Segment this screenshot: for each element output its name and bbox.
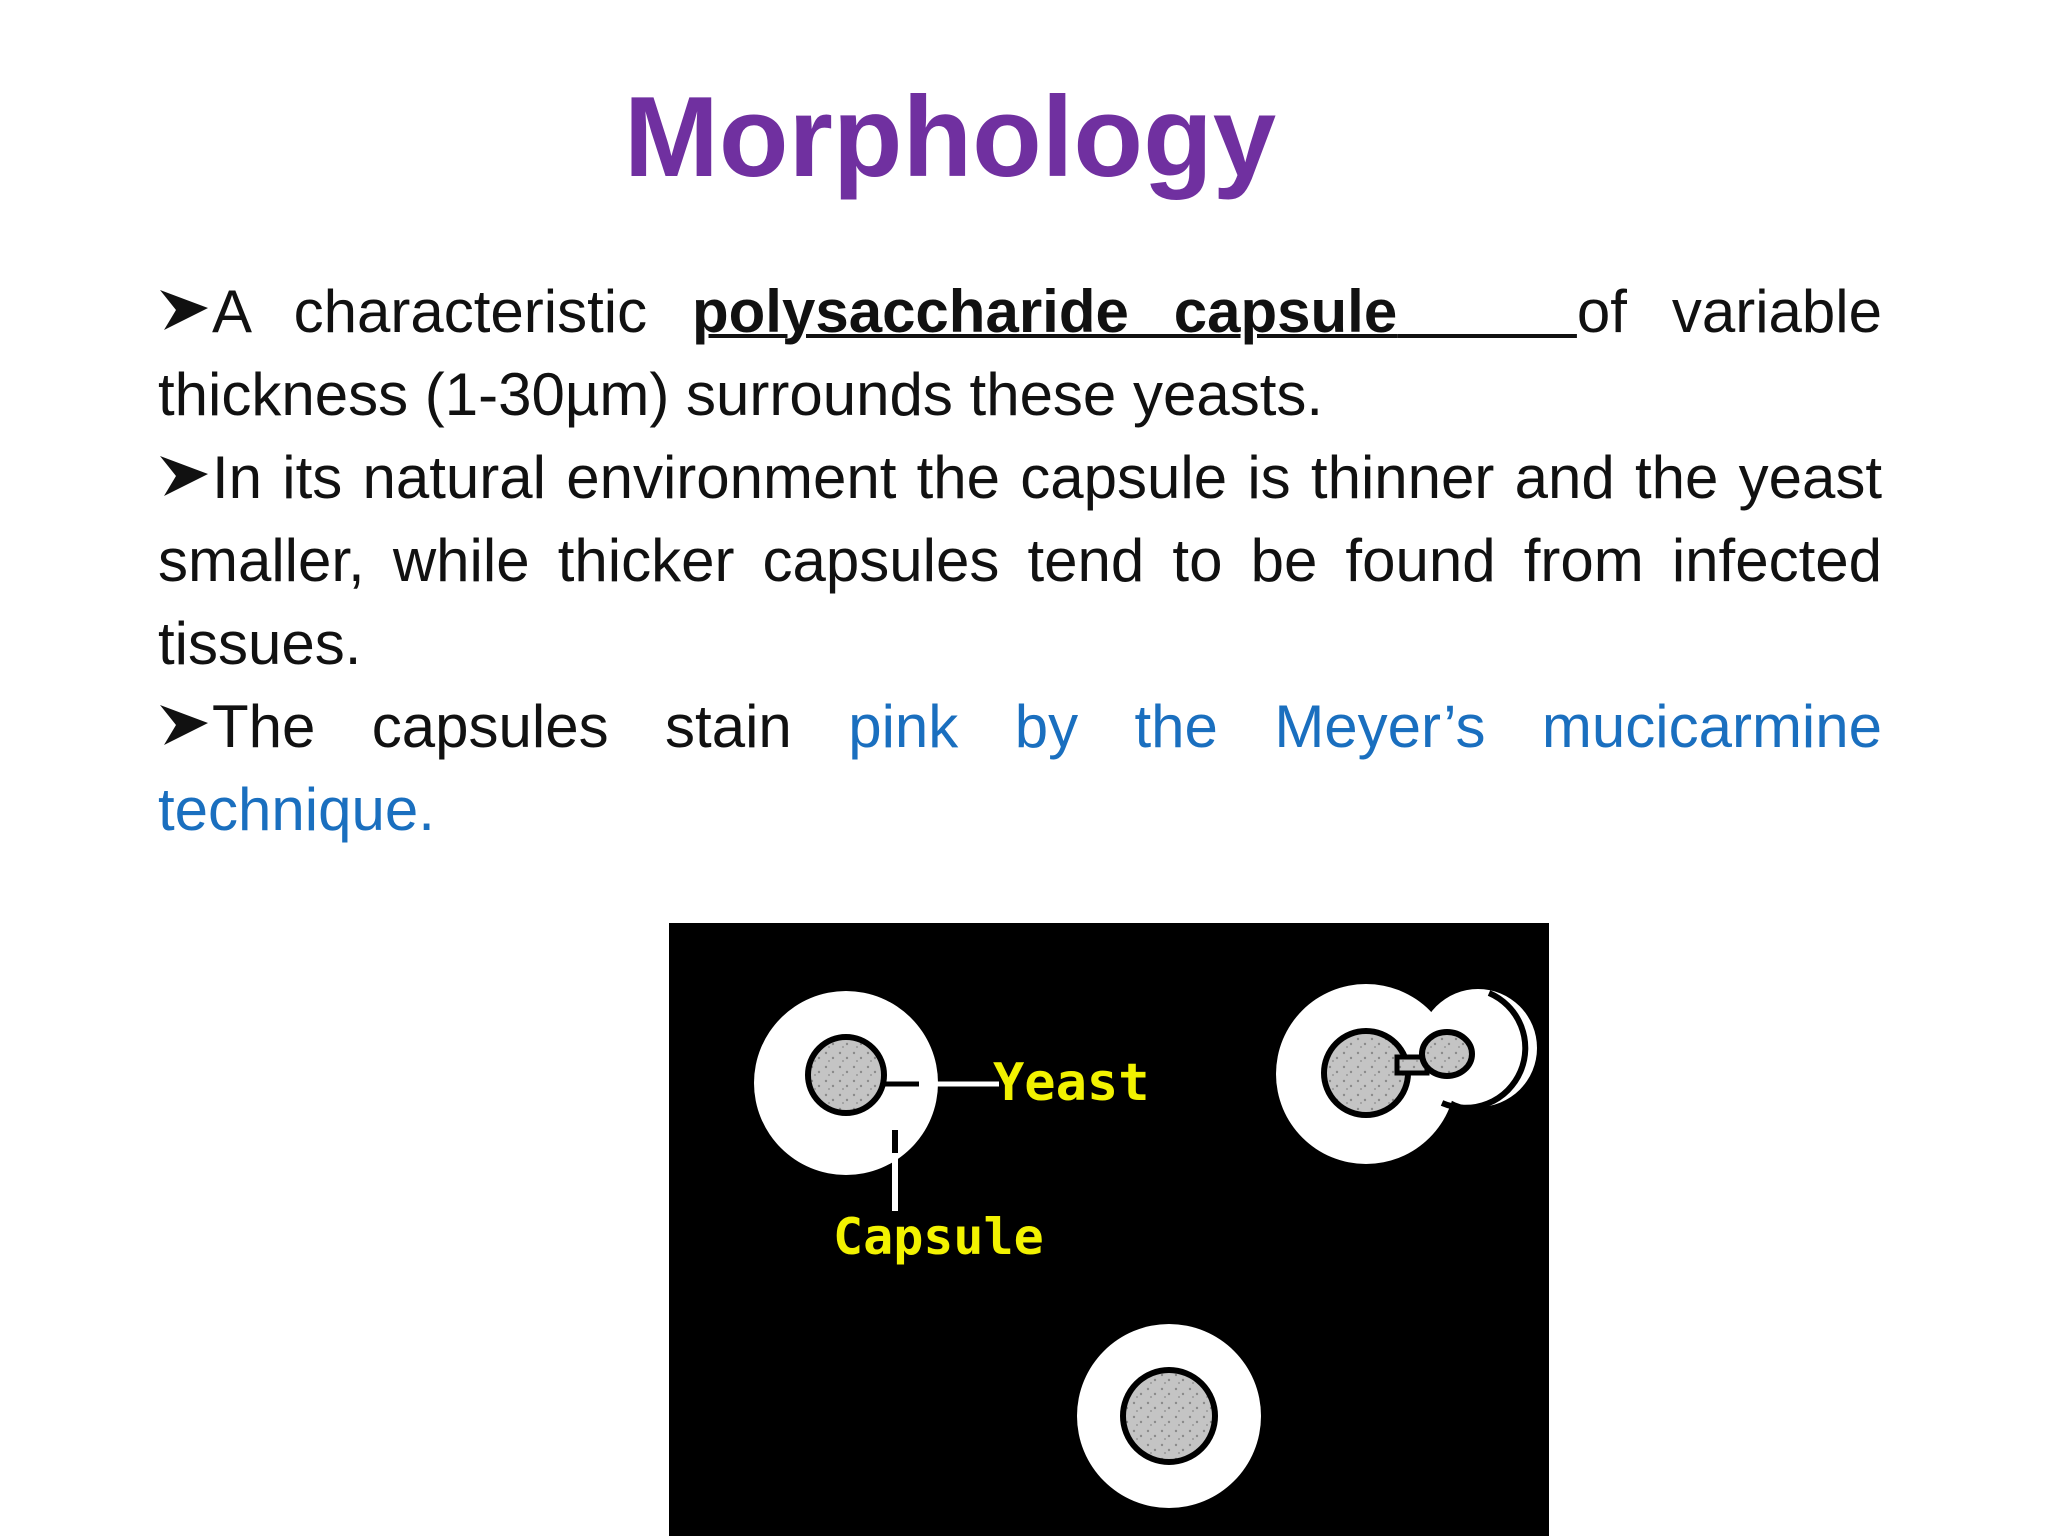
bullet-text-pre: A characteristic: [212, 278, 692, 345]
yeast-capsule-diagram: [669, 923, 1549, 1536]
bullet-item: [158, 270, 1882, 436]
yeast-label: Yeast: [993, 1053, 1150, 1113]
yeast-body: [808, 1037, 884, 1113]
capsule-label: Capsule: [833, 1208, 1044, 1266]
bullet-highlight: pink by the Meyer’s mucicarmine technique.: [158, 693, 1882, 843]
bullet-item: [158, 685, 1882, 851]
arrowhead-bullet-icon: [158, 452, 212, 500]
diagram-canvas: [669, 923, 1549, 1536]
yeast-cell-bottom: [1077, 1324, 1261, 1508]
underline-tail: [1397, 278, 1577, 345]
bullet-list: [158, 270, 1882, 851]
slide-title: Morphology: [623, 74, 1277, 201]
bullet-text: In its natural environment the capsule is thinner and the yeast smaller, while thicker capsules tend to be found from infected tissues.: [158, 444, 1882, 677]
arrowhead-bullet-icon: [158, 701, 212, 749]
yeast-bud: [1422, 1032, 1472, 1076]
bullet-emphasis: polysaccharide capsule: [691, 278, 1398, 345]
bullet-text-pre: The capsules stain: [212, 693, 849, 760]
bullet-text-post: of variable thickness (1-30µm) surrounds these yeasts.: [158, 278, 1882, 428]
yeast-body: [1123, 1370, 1215, 1462]
bullet-item: [158, 436, 1882, 685]
arrowhead-bullet-icon: [158, 286, 212, 334]
yeast-cell-budding: [1276, 984, 1537, 1164]
